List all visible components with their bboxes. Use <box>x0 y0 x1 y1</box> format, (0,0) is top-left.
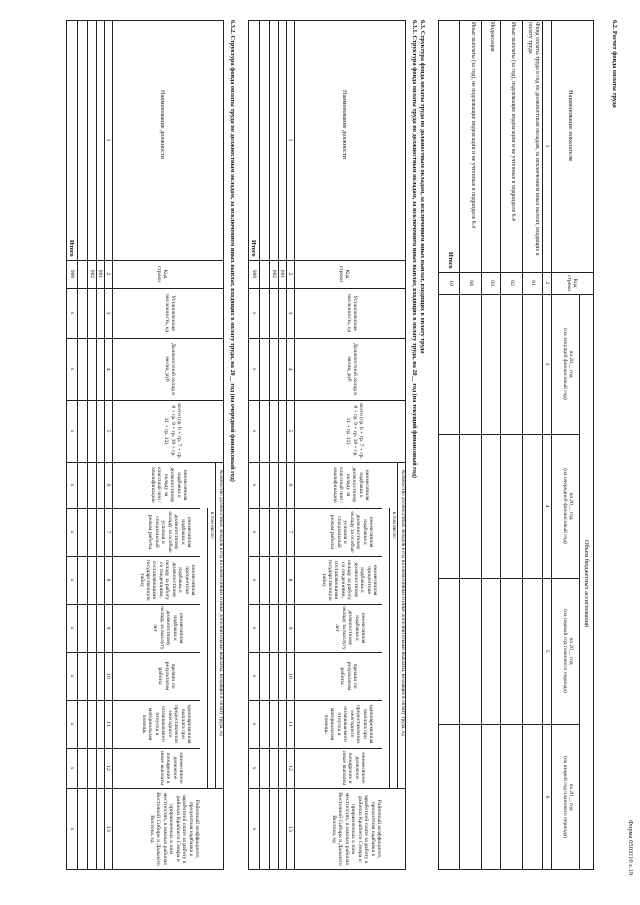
s1-total-x-11: x <box>251 722 257 726</box>
s1-colnum-4: 4 <box>287 367 293 371</box>
s1-colnum-10: 10 <box>287 673 293 679</box>
s2-col-qty-group: Количество должностных окладов в год на ежемесячные и иные дополнительные выплаты, входящие в оплату труда, ед <box>218 470 224 736</box>
fund-col-code: Код строки <box>565 274 578 292</box>
s1-col-salary: Должностной оклад в месяц, руб <box>345 343 358 395</box>
s2-col-coef: Районный коэффициент, процентная надбавка к заработной плате за работу в районах Крайнего Севера и приравненных к ним местностях, в южных районах Восточной Сибири и Дальнего Востока, ед <box>149 792 200 866</box>
s2-total-x-7: x <box>69 530 75 534</box>
s2-total-code: 900 <box>69 269 75 279</box>
s1-colnum-8: 8 <box>287 578 293 582</box>
fund-row-3-code: 03 <box>489 280 495 286</box>
s2-colnum-12: 12 <box>105 765 111 771</box>
s2-col-sub-2: ежемесячная надбавка к должностному окладу за особые условия и специальный режим работы <box>147 511 192 553</box>
fund-col-volume: Объем бюджетных ассигнований <box>583 540 590 628</box>
fund-year-2: на 20__ год (на очередной финансовый год) <box>561 468 574 544</box>
fund-col-name: Наименование показателя <box>567 90 574 161</box>
s2-code-001: 001 <box>97 269 103 279</box>
s1-col-sub-1: ежемесячная надбавка к должностному окладу за классный чин / квалификацию <box>331 467 370 503</box>
s2-col-incl: в том числе: <box>209 512 215 540</box>
s1-col-qty-group: Количество должностных окладов в год на ежемесячные и иные дополнительные выплаты, входящие в оплату труда, ед <box>400 470 406 736</box>
section-6-3-title: 6.3. Структура фонда оплаты труда по должностным окладам, за исключением иных выплат, входящих в оплату труда <box>419 20 426 354</box>
fund-colnum-2: 2 <box>544 281 550 285</box>
s1-total-x-8: x <box>251 578 257 582</box>
s1-col-sub-7: ежемесячное денежное поощрение и иные выплаты <box>340 750 366 786</box>
fund-row-1-code: 01 <box>530 280 536 286</box>
s2-code-002: 002 <box>89 269 95 279</box>
fund-row-4-name: Иные выплаты (за год), не подлежащие индексации и не учтенные в подразделе 6.4 <box>470 22 476 229</box>
s1-total-x-10: x <box>251 674 257 678</box>
s1-col-sub-6: единовременная выплата при предоставлении ежегодного оплачиваемого отпуска и материальная помощь <box>323 704 374 744</box>
s2-colnum-7: 7 <box>105 530 111 534</box>
fund-colnum-3: 3 <box>544 362 550 366</box>
s2-colnum-6: 6 <box>105 483 111 487</box>
s1-colnum-6: 6 <box>287 483 293 487</box>
s2-total-x-12: x <box>69 766 75 770</box>
s1-colnum-1: 1 <box>287 138 293 142</box>
fund-colnum-5: 5 <box>544 649 550 653</box>
s2-col-sub-7: ежемесячное денежное поощрение и иные выплаты <box>158 750 184 786</box>
s1-col-incl: в том числе: <box>391 512 397 540</box>
s1-col-code: Код строки <box>337 265 350 283</box>
fund-total-code: 10 <box>448 280 454 286</box>
fund-year-4: на 20__ год (на второй год планового периода) <box>561 755 574 839</box>
s2-total-x-3: x <box>69 311 75 315</box>
s2-total-label: Итого <box>68 240 75 257</box>
s2-total-x-8: x <box>69 578 75 582</box>
s1-total-x-3: x <box>251 311 257 315</box>
s1-total-x-9: x <box>251 626 257 630</box>
s2-total-x-13: x <box>69 827 75 831</box>
fund-row-2-code: 02 <box>509 280 515 286</box>
s2-colnum-2: 2 <box>105 272 111 276</box>
fund-row-2-name: Иные выплаты (за год), подлежащие индексации и не учтенные в подразделе 6.4 <box>510 22 516 221</box>
s2-col-sub-4: ежемесячная надбавка к должностному окладу за выслугу лет <box>152 606 184 650</box>
s1-col-total: всего (гр. 6 + гр. 7 + гр. 8 + гр. 9 + гр. 10 + гр. 11 + гр. 12) <box>345 403 364 459</box>
s1-colnum-11: 11 <box>287 721 293 727</box>
s2-total-x-10: x <box>69 674 75 678</box>
section-6-3-1-title: 6.3.1. Структура фонда оплаты труда по должностным окладам, за исключением иных выплат, входящих в оплату труда, на 20__ год (на текущий финансовый год) <box>411 20 418 478</box>
s2-total-x-4: x <box>69 367 75 371</box>
s1-colnum-13: 13 <box>287 826 293 832</box>
s2-colnum-8: 8 <box>105 578 111 582</box>
s1-colnum-2: 2 <box>287 272 293 276</box>
section-6-3-2-title: 6.3.2. Структура фонда оплаты труда по должностным окладам, за исключением иных выплат, входящих в оплату труда, на 20__ год (на очередной финансовый год) <box>229 20 236 482</box>
s2-colnum-5: 5 <box>105 429 111 433</box>
s1-total-x-7: x <box>251 530 257 534</box>
s2-colnum-10: 10 <box>105 673 111 679</box>
s2-col-staff: Установленная численность, ед <box>163 293 176 333</box>
fund-colnum-1: 1 <box>544 144 550 148</box>
s2-col-code: Код строки <box>155 265 168 283</box>
s2-colnum-11: 11 <box>105 721 111 727</box>
s1-col-position: Наименование должности <box>341 90 348 159</box>
s1-total-x-12: x <box>251 766 257 770</box>
s1-total-x-5: x <box>251 429 257 433</box>
s1-code-001: 001 <box>279 269 285 279</box>
s1-colnum-5: 5 <box>287 429 293 433</box>
s2-col-total: всего (гр. 6 + гр. 7 + гр. 8 + гр. 9 + гр. 10 + гр. 11 + гр. 12) <box>163 403 182 459</box>
s2-colnum-1: 1 <box>105 138 111 142</box>
s1-col-sub-2: ежемесячная надбавка к должностному окладу за особые условия и специальный режим работы <box>329 511 374 553</box>
s1-colnum-9: 9 <box>287 626 293 630</box>
fund-total-label: Итого <box>447 252 454 269</box>
s2-col-position: Наименование должности <box>159 90 166 159</box>
s1-col-staff: Установленная численность, ед <box>345 293 358 333</box>
s2-col-sub-3: ежемесячная процентная надбавка к должностному окладу за работу со сведениями, составляющими государственную тайну <box>138 559 196 601</box>
s1-colnum-3: 3 <box>287 311 293 315</box>
s1-col-sub-4: ежемесячная надбавка к должностному окладу за выслугу лет <box>334 606 366 650</box>
s2-total-x-6: x <box>69 483 75 487</box>
fund-row-4-code: 04 <box>468 280 474 286</box>
s2-colnum-4: 4 <box>105 367 111 371</box>
s2-colnum-3: 3 <box>105 311 111 315</box>
s2-col-sub-5: премии по результатам работы <box>157 661 176 691</box>
fund-row-3-name: Индексация <box>489 22 495 52</box>
s1-total-code: 900 <box>251 269 257 279</box>
s1-col-sub-3: ежемесячная процентная надбавка к должностному окладу за работу со сведениями, составляющими государственную тайну <box>320 559 378 601</box>
s2-colnum-9: 9 <box>105 626 111 630</box>
s2-total-x-5: x <box>69 429 75 433</box>
form-code: Форма 0503110 с.19 <box>627 820 634 876</box>
s1-colnum-12: 12 <box>287 765 293 771</box>
section-6-2-title: 6.2. Расчет фонда оплаты труда <box>611 20 618 108</box>
fund-year-1: на 20__ год (на текущий финансовый год) <box>561 328 574 400</box>
s1-col-coef: Районный коэффициент, процентная надбавка к заработной плате за работу в районах Крайнего Севера и приравненных к ним местностях, в южных районах Восточной Сибири и Дальнего Востока, ед <box>331 792 382 866</box>
s1-total-x-4: x <box>251 367 257 371</box>
fund-year-3: на 20__ год (на первый год планового периода) <box>561 609 574 693</box>
s1-total-label: Итого <box>250 240 257 257</box>
s2-total-x-9: x <box>69 626 75 630</box>
s2-col-sub-6: единовременная выплата при предоставлении ежегодного оплачиваемого отпуска и материальная помощь <box>141 704 192 744</box>
fund-colnum-4: 4 <box>544 504 550 508</box>
s2-total-x-11: x <box>69 722 75 726</box>
fund-row-1-name: Фонд оплаты труда в год по должностным окладам, за исключением иных выплат, входящих в оплату труда <box>526 22 540 256</box>
s1-colnum-7: 7 <box>287 530 293 534</box>
s2-col-salary: Должностной оклад в месяц, руб <box>163 343 176 395</box>
s2-colnum-13: 13 <box>105 826 111 832</box>
fund-colnum-6: 6 <box>544 795 550 799</box>
s1-total-x-13: x <box>251 827 257 831</box>
s1-col-sub-5: премии по результатам работы <box>339 661 358 691</box>
s1-code-002: 002 <box>271 269 277 279</box>
s2-col-sub-1: ежемесячная надбавка к должностному окладу за классный чин / квалификацию <box>149 467 188 503</box>
s1-total-x-6: x <box>251 483 257 487</box>
